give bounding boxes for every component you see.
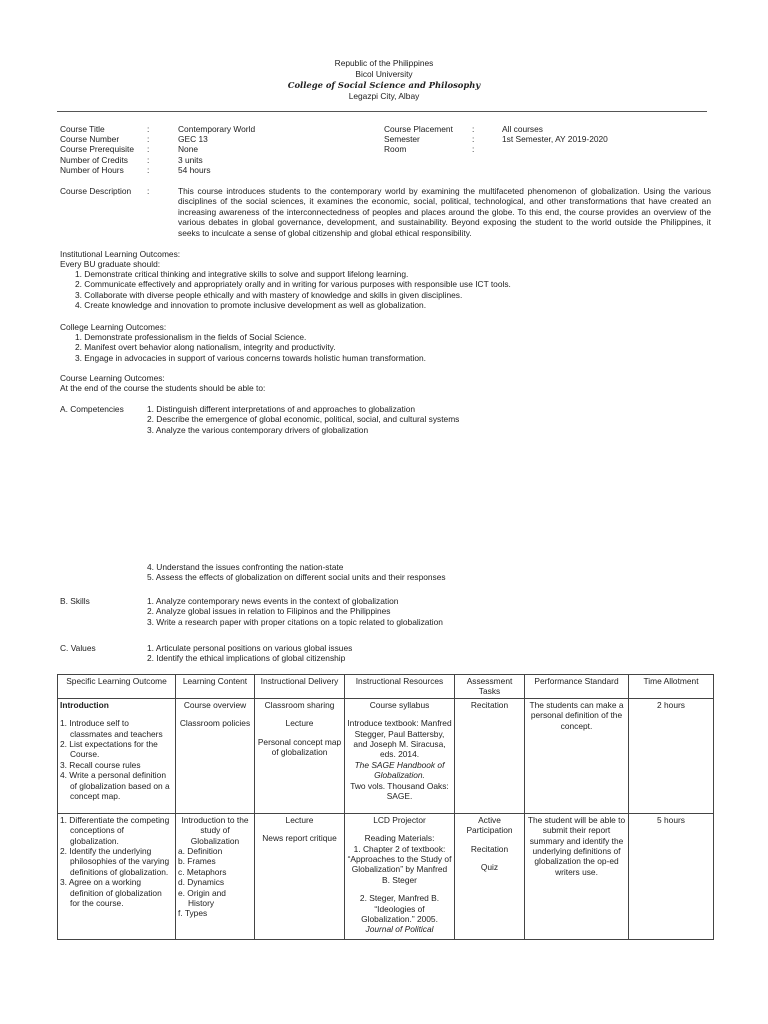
list-item: 5. Assess the effects of globalization on different social units and their responses bbox=[147, 572, 446, 583]
placement-label: Course Placement bbox=[384, 124, 453, 134]
room-label: Room bbox=[384, 144, 407, 154]
list-item: 3. Agree on a working definition of globalization for the course. bbox=[60, 877, 162, 909]
column-header: Performance Standard bbox=[525, 675, 629, 699]
credits-value: 3 units bbox=[178, 155, 203, 165]
delivery-item: Lecture bbox=[285, 814, 314, 825]
column-header: Instructional Delivery bbox=[255, 675, 345, 699]
slo-title: Introduction bbox=[60, 699, 109, 710]
values-list bbox=[147, 643, 352, 664]
list-item: 2. Communicate effectively and appropriately orally and in writing for various purposes with responsible use ICT tools. bbox=[75, 279, 511, 290]
standard-cell bbox=[525, 698, 629, 813]
delivery-item: News report critique bbox=[262, 833, 337, 844]
column-header: Assessment Tasks bbox=[455, 675, 525, 699]
list-item: 1. Analyze contemporary news events in the context of globalization bbox=[147, 596, 399, 606]
assessment-item: Quiz bbox=[480, 862, 499, 873]
resource-item: “Approaches to the Study of Globalization” by Manfred B. Steger bbox=[347, 854, 452, 885]
clo-list bbox=[75, 332, 426, 363]
standard-text: The student will be able to submit their report summary and identify the underlying definitions of globalization the op-ed writers use. bbox=[527, 814, 626, 877]
courselo-title: Course Learning Outcomes: bbox=[60, 373, 165, 383]
resource-item: Two vols. Thousand Oaks: SAGE. bbox=[350, 780, 449, 802]
competencies-label: A. Competencies bbox=[60, 404, 124, 414]
resource-item: 1. Chapter 2 of textbook: bbox=[353, 843, 446, 854]
list-item: 3. Write a research paper with proper citations on a topic related to globalization bbox=[147, 616, 443, 627]
skills-list bbox=[147, 596, 443, 627]
header-republic: Republic of the Philippines bbox=[334, 58, 434, 68]
delivery-item: Personal concept map of globalization bbox=[257, 736, 342, 758]
time-text: 5 hours bbox=[657, 814, 685, 825]
courselo-intro: At the end of the course the students should be able to: bbox=[60, 383, 266, 393]
resources-cell bbox=[345, 698, 455, 813]
time-text: 2 hours bbox=[657, 699, 685, 710]
course-prerequisite-value: None bbox=[178, 144, 199, 154]
list-item: 1. Demonstrate critical thinking and integrative skills to solve and support lifelong learning. bbox=[75, 269, 409, 279]
resource-item: Course syllabus bbox=[369, 699, 430, 710]
assessment-item: Recitation bbox=[470, 699, 509, 710]
list-item: 2. Describe the emergence of global economic, political, social, and cultural systems bbox=[147, 414, 460, 425]
content-item: a. Definition bbox=[178, 846, 223, 857]
header-divider bbox=[57, 111, 707, 112]
list-item: 2. Analyze global issues in relation to Filipinos and the Philippines bbox=[147, 606, 391, 617]
list-item: 3. Engage in advocacies in support of various concerns towards holistic human transformation. bbox=[75, 352, 427, 363]
column-header: Specific Learning Outcome bbox=[58, 675, 176, 699]
list-item: 2. List expectations for the Course. bbox=[60, 739, 158, 760]
header-college: College of Social Science and Philosophy bbox=[287, 80, 481, 90]
competencies-list bbox=[147, 404, 459, 435]
standard-cell bbox=[525, 813, 629, 939]
resources-cell bbox=[345, 813, 455, 939]
colon: : bbox=[472, 134, 475, 144]
resource-item: Reading Materials: bbox=[364, 833, 435, 844]
hours-label: Number of Hours bbox=[60, 165, 124, 175]
list-item: 2. Identify the underlying philosophies of the varying definitions of globalization. bbox=[60, 846, 170, 877]
list-item: 4. Create knowledge and innovation to promote inclusive development as well as globalization. bbox=[75, 300, 427, 311]
delivery-item: Lecture bbox=[285, 718, 314, 729]
placement-value: All courses bbox=[502, 124, 543, 134]
list-item: 3. Recall course rules bbox=[60, 759, 141, 770]
semester-label: Semester bbox=[384, 134, 420, 144]
content-cell bbox=[176, 813, 255, 939]
credits-label: Number of Credits bbox=[60, 155, 128, 165]
table-row bbox=[58, 813, 714, 939]
standard-text: The students can make a personal definition of the concept. bbox=[529, 699, 624, 731]
resource-item: Journal of Political bbox=[365, 924, 434, 935]
colon: : bbox=[472, 124, 475, 134]
resource-book-title: The SAGE Handbook of Globalization. bbox=[354, 759, 445, 781]
table-row bbox=[58, 698, 714, 813]
resource-item: Introduce textbook: Manfred Stegger, Paul Battersby, and Joseph M. Siracusa, eds. 2014. bbox=[347, 718, 452, 760]
time-cell bbox=[629, 813, 714, 939]
column-header: Learning Content bbox=[176, 675, 255, 699]
course-number-label: Course Number bbox=[60, 134, 120, 144]
list-item: 3. Collaborate with diverse people ethically and with mastery of knowledge and skills in given disciplines. bbox=[75, 289, 463, 300]
content-title: Introduction to the study of Globalization bbox=[181, 814, 249, 846]
ilo-title: Institutional Learning Outcomes: bbox=[60, 249, 181, 259]
list-item: 4. Write a personal definition of globalization based on a concept map. bbox=[60, 770, 170, 802]
colon: : bbox=[147, 155, 150, 165]
description-text bbox=[178, 186, 711, 238]
colon: : bbox=[147, 186, 150, 196]
course-prerequisite-label: Course Prerequisite bbox=[60, 144, 135, 154]
competencies-list-continued bbox=[147, 562, 446, 583]
column-header: Time Allotment bbox=[629, 675, 714, 699]
assessment-item: Recitation bbox=[470, 843, 509, 854]
list-item: 1. Distinguish different interpretations of and approaches to globalization bbox=[147, 404, 416, 414]
resource-item: “Ideologies of Globalization.” 2005. bbox=[361, 903, 438, 925]
learning-plan-table bbox=[57, 674, 714, 940]
colon: : bbox=[147, 134, 150, 144]
list-item: 2. Identify the ethical implications of global citizenship bbox=[147, 653, 346, 664]
list-item: 1. Demonstrate professionalism in the fields of Social Science. bbox=[75, 332, 307, 342]
slo-cell bbox=[58, 813, 176, 939]
colon: : bbox=[147, 124, 150, 134]
colon: : bbox=[147, 144, 150, 154]
list-item: 3. Analyze the various contemporary drivers of globalization bbox=[147, 424, 369, 435]
resource-item: LCD Projector bbox=[373, 814, 426, 825]
delivery-cell bbox=[255, 698, 345, 813]
colon: : bbox=[147, 165, 150, 175]
description-paragraph: This course introduces students to the contemporary world by examining the multifaceted phenomenon of globalization. Using the various disciplines of the social sciences, it examines the economic, social, political, technological, and other transformations that have created an increasing awareness of the interconnectedness of peoples and places around the globe. To this end, the course provides an overview of the various debates in global governance, development, and sustainability. Beyond exposing the student to the world outside the Philippines, it seeks to inculcate a sense of global citizenship and global ethical responsibility. bbox=[178, 186, 711, 238]
list-item: 1. Differentiate the competing conceptions of globalization. bbox=[60, 814, 170, 846]
description-label: Course Description bbox=[60, 186, 132, 196]
column-header: Instructional Resources bbox=[345, 675, 455, 699]
resource-item: 2. Steger, Manfred B. bbox=[359, 893, 440, 904]
values-label: C. Values bbox=[60, 643, 96, 653]
content-item: d. Dynamics bbox=[178, 877, 225, 888]
list-item: 1. Introduce self to classmates and teachers bbox=[60, 718, 163, 739]
content-item: b. Frames bbox=[178, 856, 216, 867]
list-item: 1. Articulate personal positions on various global issues bbox=[147, 643, 353, 653]
delivery-item: Classroom sharing bbox=[264, 699, 335, 710]
course-title-value: Contemporary World bbox=[178, 124, 256, 134]
content-item: f. Types bbox=[178, 908, 208, 919]
semester-value: 1st Semester, AY 2019-2020 bbox=[502, 134, 608, 144]
ilo-list bbox=[75, 269, 511, 311]
assessment-cell bbox=[455, 813, 525, 939]
content-cell bbox=[176, 698, 255, 813]
assessment-cell bbox=[455, 698, 525, 813]
clo-title: College Learning Outcomes: bbox=[60, 322, 167, 332]
course-number-value: GEC 13 bbox=[178, 134, 208, 144]
course-title-label: Course Title bbox=[60, 124, 105, 134]
content-item: Classroom policies bbox=[179, 718, 251, 729]
assessment-item: Active Participation bbox=[466, 814, 513, 836]
delivery-cell bbox=[255, 813, 345, 939]
content-item: e. Origin and History bbox=[178, 887, 226, 909]
list-item: 2. Manifest overt behavior along nationalism, integrity and productivity. bbox=[75, 342, 336, 353]
header-university: Bicol University bbox=[355, 69, 413, 79]
content-item: Course overview bbox=[183, 699, 247, 710]
list-item: 4. Understand the issues confronting the nation-state bbox=[147, 562, 344, 572]
hours-value: 54 hours bbox=[178, 165, 211, 175]
ilo-intro: Every BU graduate should: bbox=[60, 259, 161, 269]
time-cell bbox=[629, 698, 714, 813]
skills-label: B. Skills bbox=[60, 596, 90, 606]
colon: : bbox=[472, 144, 475, 154]
slo-cell bbox=[58, 698, 176, 813]
content-item: c. Metaphors bbox=[178, 866, 227, 877]
table-header-row bbox=[58, 675, 714, 699]
header-city: Legazpi City, Albay bbox=[348, 91, 420, 101]
